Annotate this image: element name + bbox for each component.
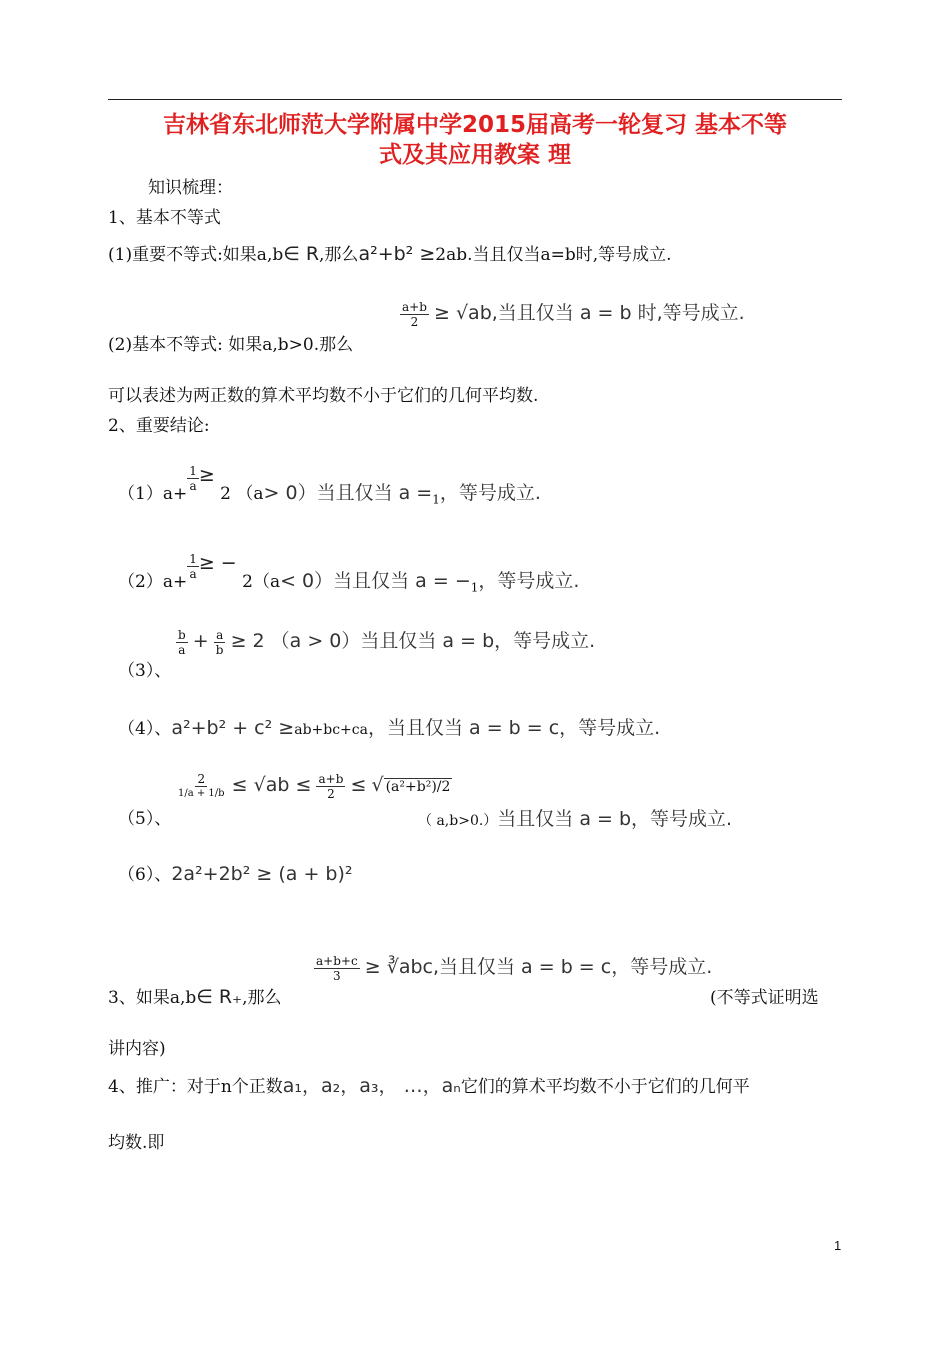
formula-1-2: $\frac{a+b}{2}$ ≥ √ab,当且仅当 a = b 时,等号成立. bbox=[402, 300, 745, 329]
paragraph-1-1: (1)重要不等式:如果a,b∈ R,那么a²+b² ≥2ab.当且仅当a=b时,等号成立. bbox=[108, 243, 672, 265]
section-2-heading: 2、重要结论: bbox=[108, 416, 210, 436]
result-1: （1）a+ $\frac{1}{a}$ ≥ 2 （a> 0）当且仅当 $a =_1$，等号成立. bbox=[118, 464, 541, 507]
paragraph-1-2: (2)基本不等式: 如果a,b>0.那么 bbox=[108, 335, 354, 355]
paragraph-1-3: 可以表述为两正数的算术平均数不小于它们的几何平均数. bbox=[108, 386, 539, 406]
result-2: （2）a+ $\frac{1}{a}$ ≥ − 2（a< 0）当且仅当 $a = -_1$，等号成立. bbox=[118, 552, 580, 595]
result-3-formula: $\frac{b}{a}$ + $\frac{a}{b}$ ≥ 2 （a > 0）当且仅当 a = b，等号成立. bbox=[178, 628, 596, 657]
section-4-text: 4、推广：对于n个正数a₁，a₂，a₃， …，aₙ它们的算术平均数不小于它们的几何平 bbox=[108, 1075, 750, 1097]
section-1-heading: 1、基本不等式 bbox=[108, 208, 221, 228]
section-4-text-cont: 均数.即 bbox=[108, 1133, 165, 1153]
section-3-note-cont: 讲内容) bbox=[108, 1039, 166, 1059]
section-intro: 知识梳理： bbox=[148, 178, 233, 198]
result-4: （4）、a²+b² + c² ≥ab+bc+ca，当且仅当 a = b = c，等号成立. bbox=[118, 717, 661, 739]
document-title-line2: 式及其应用教案 理 bbox=[378, 142, 571, 168]
result-5-formula: $\frac{2}{1/a + 1/b}$ ≤ √ab ≤ $\frac{a+b}{2}$ ≤ √ (a²+b²)/2 bbox=[178, 772, 451, 801]
result-5-condition: （ a,b>0.）当且仅当 a = b，等号成立. bbox=[418, 808, 733, 830]
result-3-label: （3）、 bbox=[118, 661, 172, 681]
section-3-text: 3、如果a,b∈ R₊,那么 bbox=[108, 986, 282, 1008]
result-5-label: （5）、 bbox=[118, 809, 172, 829]
header-rule bbox=[108, 99, 842, 100]
section-3-note: (不等式证明选 bbox=[710, 988, 819, 1008]
formula-3: $\frac{a+b+c}{3}$ ≥ ∛abc,当且仅当 a = b = c，等号成立. bbox=[316, 954, 713, 983]
document-title-line1: 吉林省东北师范大学附属中学2015届高考一轮复习 基本不等 bbox=[162, 112, 788, 138]
page-number: 1 bbox=[834, 1238, 842, 1253]
result-6: （6）、2a²+2b² ≥ (a + b)² bbox=[118, 863, 353, 885]
